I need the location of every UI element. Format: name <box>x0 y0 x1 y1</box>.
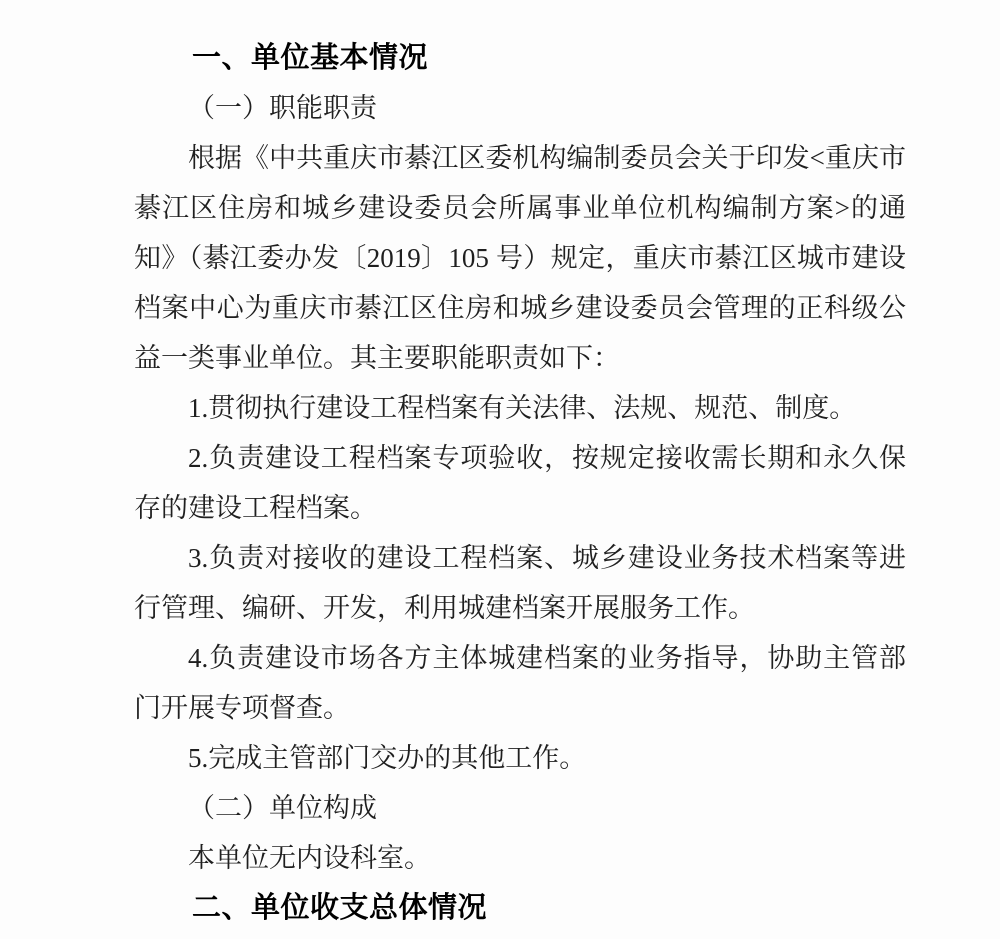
duty-item-4: 4.负责建设市场各方主体城建档案的业务指导，协助主管部门开展专项督查。 <box>134 643 906 723</box>
duty-item-5: 5.完成主管部门交办的其他工作。 <box>188 743 587 773</box>
intro-paragraph: 根据《中共重庆市綦江区委机构编制委员会关于印发<重庆市綦江区住房和城乡建设委员会所属事业单位机构编制方案>的通知》（綦江委办发〔2019〕105 号）规定，重庆市綦江区城市建设档案中心为重庆市綦江区住房和城乡建设委员会管理的正科级公益一类事业单位。其主要职能职责如下： <box>134 143 906 373</box>
composition-paragraph: 本单位无内设科室。 <box>188 843 431 873</box>
section-2-heading: 二、单位收支总体情况 <box>192 892 488 924</box>
duty-item-3: 3.负责对接收的建设工程档案、城乡建设业务技术档案等进行管理、编研、开发，利用城建档案开展服务工作。 <box>134 543 906 623</box>
subsection-composition-heading: （二）单位构成 <box>188 793 377 823</box>
subsection-duties-heading: （一）职能职责 <box>188 93 377 123</box>
section-1-heading: 一、单位基本情况 <box>192 42 429 74</box>
document-page <box>134 33 906 933</box>
duty-item-1: 1.贯彻执行建设工程档案有关法律、法规、规范、制度。 <box>188 393 857 423</box>
duty-item-2: 2.负责建设工程档案专项验收，按规定接收需长期和永久保存的建设工程档案。 <box>134 443 906 523</box>
